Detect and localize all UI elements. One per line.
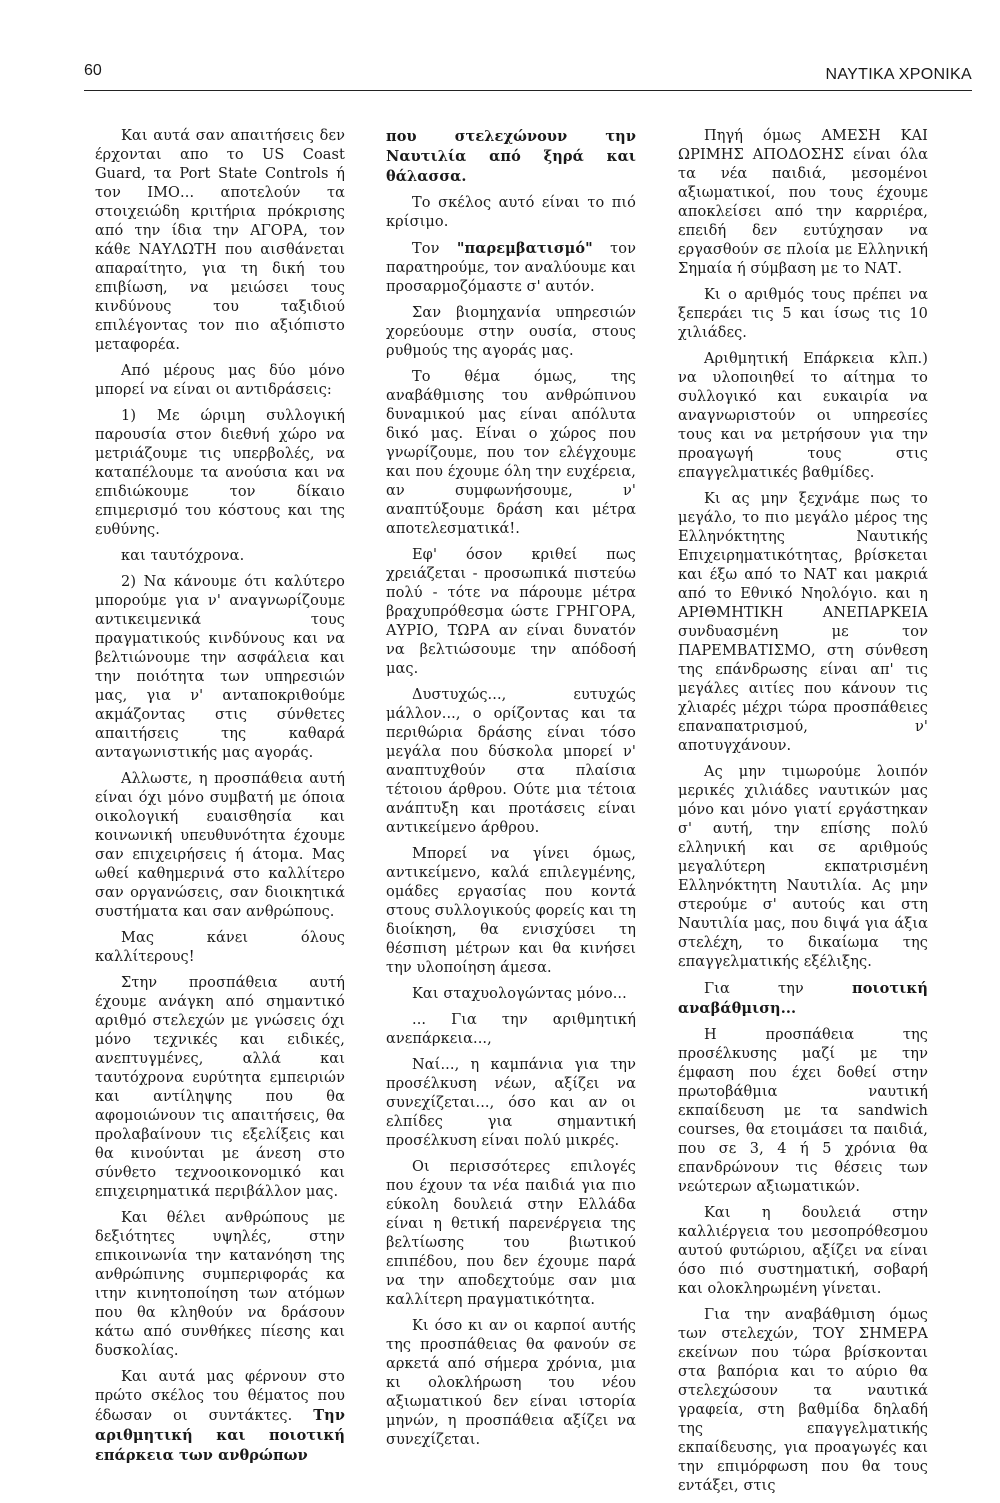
paragraph-text: Ναί..., η καμπάνια για την προσέλκυση νέων, αξίζει να συνεχίζεται..., όσο και αν οι ελπίδες για σημαντική προσέλκυση είναι πολύ μικρές. [386,1057,636,1149]
paragraph-text: ... Για την αριθμητική ανεπάρκεια..., [386,1012,636,1047]
paragraph [678,1306,928,1496]
paragraph [678,1204,928,1299]
page-number: 60 [84,62,102,79]
paragraph-text: 1) Με ώριμη συλλογική παρουσία στον διεθνή χώρο να μετριάζουμε τις υπερβολές, να καταπέλουμε τα ανούσια και να επιδιώκουμε τον δίκαιο επιμερισμό του κόστους και της ευθύνης. [95,408,345,538]
paragraph-text: Οι περισσότερες επιλογές που έχουν τα νέα παιδιά για πιο εύκολη δουλειά στην Ελλάδα είναι η θετική παρενέργεια της βελτίωσης του βιωτικού επιπέδου, που δεν έχουμε παρά να την αποδεχτούμε σαν μια καλλίτερη πραγματικότητα. [386,1159,636,1308]
paragraph [95,1209,345,1361]
paragraph [386,194,636,232]
paragraph-text: Κι όσο κι αν οι καρποί αυτής της προσπάθειας θα φανούν σε αρκετά από σήμερα χρόνια, μια κι ολοκλήρωση του νέου αξιωματικού δεν είναι ιστορία μηνών, η προσπάθεια αξίζει να συνεχίζεται. [386,1318,636,1448]
paragraph-text: Για την [704,981,853,997]
paragraph [386,686,636,838]
paragraph [386,1317,636,1450]
paragraph-text: Ας μην τιμωρούμε λοιπόν μερικές χιλιάδες ναυτικών μας μόνο και μόνο γιατί εργάστηκαν σ' αυτή, την επίσης πολύ ελληνική και σε αριθμούς μεγαλύτερη εκπατρισμένη Ελληνόκτητη Ναυτιλία. Ας μην στερούμε σ' αυτούς και στη Ναυτιλία μας, που διψά για άξια στελέχη, το δικαίωμα της επαγγελματικής εξέλιξης. [678,764,928,970]
paragraph-text: Πηγή όμως ΑΜΕΣΗ ΚΑΙ ΩΡΙΜΗΣ ΑΠΟΔΟΣΗΣ είναι όλα τα νέα παιδιά, μεσομένοι αξιωματικοί, που τους έχουμε αποκλείσει από την καρριέρα, επειδή δεν ευτύχησαν να εργασθούν σε πλοία με Ελληνική Σημαία ή σύμβαση με το ΝΑΤ. [678,128,928,277]
bold-text: που στελεχώνουν την Ναυτιλία από ξηρά και θάλασσα. [386,128,636,185]
paragraph-text: Εφ' όσον κριθεί πως χρειάζεται - προσωπικά πιστεύω πολύ - τότε να πάρουμε μέτρα βραχυπρόθεσμα ώστε ΓΡΗΓΟΡΑ, ΑΥΡΙΟ, ΤΩΡΑ αν είναι δυνατόν να βελτιώσουμε την απόδοσή μας. [386,547,636,677]
bold-text: "παρεμβατισμό" [456,240,593,257]
journal-title: ΝΑΥΤΙΚΑ ΧΡΟΝΙΚΑ [825,66,972,83]
paragraph [95,407,345,540]
paragraph-text: Σαν βιομηχανία υπηρεσιών χορεύουμε στην ουσία, στους ρυθμούς της αγοράς μας. [386,305,636,359]
paragraph-text: Και αυτά σαν απαιτήσεις δεν έρχονται απο το US Coast Guard, τα Port State Controls ή τον ΙΜΟ... αποτελούν τα στοιχειώδη κριτήρια πρόκρισης από την ίδια την ΑΓΟΡΑ, τον κάθε ΝΑΥΛΩΤΗ που αισθάνεται απαραίτητο, για τη δική του επιβίωση, να μειώσει τους κινδύνους του ταξιδιού επιλέγοντας τον πιο αξιόπιστο μεταφορέα. [95,128,345,353]
paragraph [386,1056,636,1151]
paragraph-text: Στην προσπάθεια αυτή έχουμε ανάγκη από σημαντικό αριθμό στελεχών με γνώσεις όχι μόνο τεχνικές και ειδικές, ανεπτυγμένες, αλλά και ταυτόχρονα ευρύτητα εμπειριών και αντίληψης που θα αφομοιώνουν τις απαιτήσεις, θα προλαβαίνουν τις εξελίξεις και θα κινούνται με άνεση στο σύνθετο τεχνοοικονομικό και επιχειρηματικά περιβάλλον μας. [95,975,345,1200]
paragraph [386,127,636,187]
paragraph-text: Μας κάνει όλους καλλίτερους! [95,930,345,965]
paragraph [386,845,636,978]
paragraph-text: Και η δουλειά στην καλλιέργεια του μεσοπρόθεσμου αυτού φυτώριου, αξίζει να είναι όσο πιό συστηματική, σοβαρή και ολοκληρωμένη γίνεται. [678,1205,928,1297]
paragraph [678,979,928,1019]
paragraph-text: Το σκέλος αυτό είναι το πιό κρίσιμο. [386,195,636,230]
page-header [84,62,972,88]
paragraph [386,985,636,1004]
paragraph-text: Και αυτά μας φέρνουν στο πρώτο σκέλος του θέματος που έδωσαν οι συντάκτες. [95,1369,345,1424]
paragraph [386,368,636,539]
bold-text: Την αριθμητική και ποιοτική επάρκεια των ανθρώπων [95,1407,345,1464]
paragraph-text: Αριθμητική Επάρκεια κλπ.) να υλοποιηθεί το αίτημα το συλλογικό και ευκαιρία να αναγνωριστούν οι υπηρεσίες τους και να μετρήσουν για την προαγωγή τους στις επαγγελματικές βαθμίδες. [678,351,928,481]
paragraph-text: Από μέρους μας δύο μόνο μπορεί να είναι οι αντιδράσεις: [95,363,345,398]
paragraph [95,547,345,566]
text-column-1 [95,127,345,1473]
paragraph-text: Και σταχυολογώντας μόνο... [412,986,627,1002]
paragraph-text: Δυστυχώς..., ευτυχώς μάλλον..., ο ορίζοντας και τα περιθώρια δράσης είναι τόσο μεγάλα που δύσκολα μπορεί ν' αναπτυχθούν στα πλαίσια τέτοιου άρθρου. Ούτε μια τέτοια ανάπτυξη και προτάσεις είναι αντικείμενο άρθρου. [386,687,636,836]
paragraph [678,763,928,972]
paragraph [678,1026,928,1197]
paragraph [95,929,345,967]
paragraph-text: Αλλωστε, η προσπάθεια αυτή είναι όχι μόνο συμβατή με όποια οικολογική ευαισθησία και κοινωνική υπευθυνότητα έχουμε σαν επιχειρήσεις ή άτομα. Μας ωθεί καθημερινά στο καλλίτερο σαν οργανώσεις, σαν διοικητικά συστήματα και σαν ανθρώπους. [95,771,345,920]
paragraph-text: Μπορεί να γίνει όμως, αντικείμενο, καλά επιλεγμένης, ομάδες εργασίας που κοντά στους συλλογικούς φορείς και τη διοίκηση, θα ενισχύσει τη θέσπιση μέτρων και θα κινήσει την υλοποίηση άμεσα. [386,846,636,976]
paragraph [386,546,636,679]
text-column-2 [386,127,636,1457]
paragraph [95,127,345,355]
paragraph-text: Τον [412,241,457,257]
paragraph [678,127,928,279]
bold-text: ποιοτική αναβάθμιση... [678,980,928,1017]
paragraph-text: Κι ο αριθμός τους πρέπει να ξεπεράει τις 5 και ίσως τις 10 χιλιάδες. [678,287,928,341]
paragraph-text: Για την αναβάθμιση όμως των στελεχών, ΤΟΥ ΣΗΜΕΡΑ εκείνων που τώρα βρίσκονται στα βαπόρια και το αύριο θα στελεχώσουν τα ναυτικά γραφεία, στη βαθμίδα δηλαδή της επαγγελματικής εκπαίδευσης, για προαγωγές και την επιμόρφωση που θα τους εντάξει, στις [678,1307,928,1494]
paragraph [678,286,928,343]
text-column-3 [678,127,928,1503]
paragraph-text: τον παρατηρούμε, τον αναλύουμε και προσαρμοζόμαστε σ' αυτόν. [386,241,636,295]
paragraph-text: 2) Να κάνουμε ότι καλύτερο μπορούμε για ν' αναγνωρίζουμε αντικειμενικά τους πραγματικούς κινδύνους και να βελτιώνουμε την ασφάλεια και την ποιότητα των υπηρεσιών μας, για ν' ανταποκριθούμε ακμάζοντας στις σύνθετες απαιτήσεις της καθαρά ανταγωνιστικής μας αγοράς. [95,574,345,761]
paragraph [678,490,928,756]
paragraph-text: Το θέμα όμως, της αναβάθμισης του ανθρώπινου δυναμικού μας είναι απόλυτα δικό μας. Είναι ο χώρος που γνωρίζουμε, που τον ελέγχουμε και που έχουμε όλη την ευχέρεια, αν συμφωνήσουμε, ν' αναπτύξουμε δράση και μέτρα αποτελεσματικά!. [386,369,636,537]
paragraph [95,770,345,922]
paragraph [386,239,636,297]
paragraph [95,362,345,400]
paragraph [386,1011,636,1049]
paragraph [386,304,636,361]
paragraph [95,974,345,1202]
paragraph-text: και ταυτόχρονα. [121,548,245,564]
paragraph [95,573,345,763]
paragraph [386,1158,636,1310]
header-rule [84,90,972,91]
paragraph [678,350,928,483]
paragraph-text: Και θέλει ανθρώπους με δεξιότητες υψηλές, στην επικοινωνία την κατανόηση της ανθρώπινης συμπεριφοράς κα ιτην κινητοποίηση των ατόμων που θα κληθούν να δράσουν κάτω από συνθήκες πίεσης και δυσκολίας. [95,1210,345,1359]
paragraph-text: Η προσπάθεια της προσέλκυσης μαζί με την έμφαση που έχει δοθεί στην πρωτοβάθμια ναυτική εκπαίδευση με τα sandwich courses, θα ετοιμάσει τα παιδιά, που σε 3, 4 ή 5 χρόνια θα επανδρώνουν τις θέσεις των νεώτερων αξιωματικών. [678,1027,928,1195]
paragraph-text: Κι ας μην ξεχνάμε πως το μεγάλο, το πιο μεγάλο μέρος της Ελληνόκτητης Ναυτικής Επιχειρηματικότητας, βρίσκεται και έξω από το ΝΑΤ και μακριά από το Εθνικό Νηολόγιο. και η ΑΡΙΘΜΗΤΙΚΗ ΑΝΕΠΑΡΚΕΙΑ συνδυασμένη με τον ΠΑΡΕΜΒΑΤΙΣΜΟ, στη σύνθεση της επάνδρωσης είναι απ' τις μεγάλες αιτίες που κάνουν τις χλιαρές μέχρι τώρα προσπάθειες επαναπατρισμού, ν' αποτυγχάνουν. [678,491,928,754]
paragraph [95,1368,345,1466]
